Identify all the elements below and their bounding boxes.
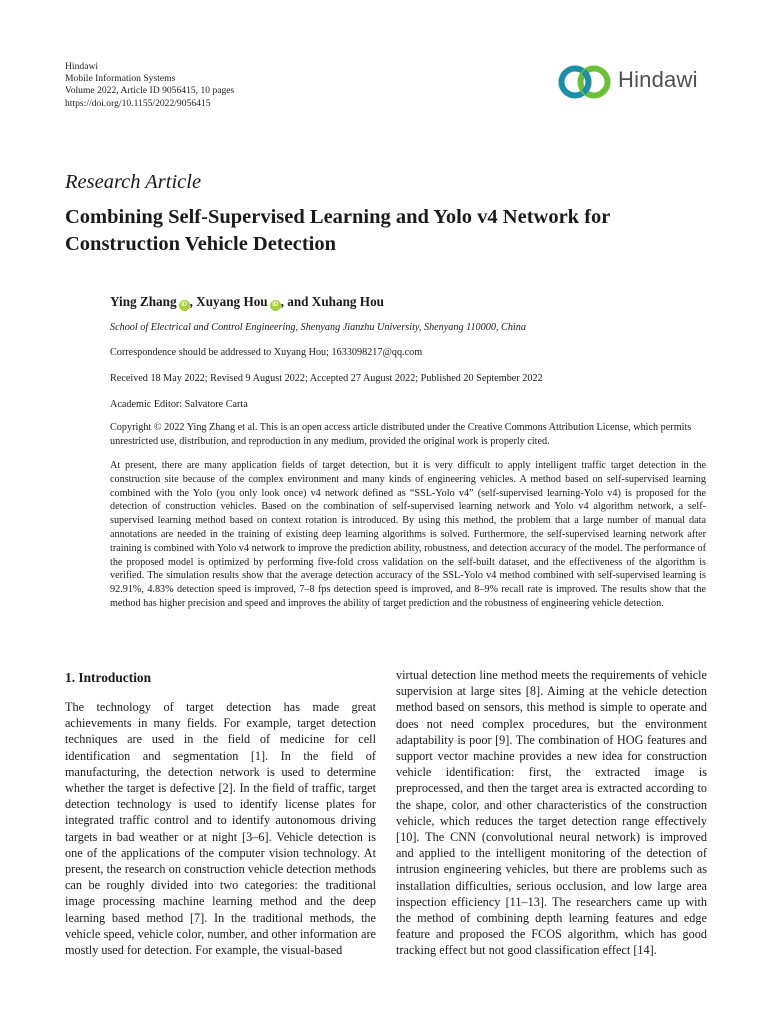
volume-info: Volume 2022, Article ID 9056415, 10 pages [65,85,235,97]
author-separator: , and [280,294,312,309]
publication-dates: Received 18 May 2022; Revised 9 August 2022; Accepted 27 August 2022; Published 20 September 2022 [110,373,543,384]
author-name[interactable]: Xuyang Hou [196,294,268,309]
orcid-icon[interactable]: iD [179,300,190,311]
hindawi-rings-icon [556,62,616,102]
journal-name: Mobile Information Systems [65,73,176,85]
author-name[interactable]: Ying Zhang [110,294,177,309]
copyright-notice: Copyright © 2022 Ying Zhang et al. This is an open access article distributed under the Creative Commons Attribution License, which permits unrestricted use, distribution, and reproduction in any medium, provided the original work is properly cited. [110,422,692,447]
orcid-icon[interactable]: iD [270,300,281,311]
publisher-name: Hindawi [65,61,99,72]
journal-meta [65,61,234,110]
correspondence: Correspondence should be addressed to Xuyang Hou; 1633098217@qq.com [110,347,423,358]
body-text-right-column: virtual detection line method meets the requirements of vehicle supervision at large sites [8]. Aiming at the vehicle detection method based on sensors, this method is simple to operate and does not need complex procedures, but the environment adaptability is poor [9]. The combination of HOG features and support vector machine provides a new idea for construction vehicle identification: first, the extracted image is preprocessed, and then the target area is extracted according to the shape, color, and other characteristics of the construction vehicle, which reduces the target detection range effectively [10]. The CNN (convolutional neural network) is improved and applied to the intelligent monitoring of the detection of intrusion engineering vehicles, but there are problems such as installation difficulties, serious occlusion, and low large area inspection efficiency [11–13]. The researchers came up with the method of combining depth learning features and edge feature and proposed the FCOS algorithm, which has good tracking effect but not good classification effect [14]. [396,668,707,958]
author-list [110,294,384,311]
abstract: At present, there are many application fields of target detection, but it is very difficult to apply intelligent traffic target detection in the construction site because of the complex environment and many kinds of engineering vehicles. A method based on self-supervised learning combined with the Yolo (you only look once) v4 network defined as “SSL-Yolo v4” (self-supervised learning-Yolo v4) is proposed for the detection of construction vehicles. Based on the combination of self-supervised learning network and Yolo v4 algorithm network, a self-supervised learning method based on context rotation is introduced. By using this method, the problem that a large number of manual data annotations are needed in the training of existing deep learning algorithms is solved. Furthermore, the self-supervised learning network after training is combined with Yolo v4 network to improve the prediction ability, robustness, and detection accuracy of the model. The performance of the proposed model is optimized by performing five-fold cross validation on the self-built dataset, and the effectiveness of the algorithm is verified. The simulation results show that the average detection accuracy of the SSL-Yolo v4 method combined with self-supervised learning is 92.91%, 4.83% detection speed is improved, 7–8 fps detection speed is improved, and 8–9% recall rate is improved. The results show that the method has higher precision and speed and improves the ability of target prediction and the robustness of engineering vehicle detection. [110,460,706,609]
logo-wordmark: Hindawi [618,67,698,92]
author-separator: , [189,294,197,309]
section-heading: 1. Introduction [65,670,152,685]
article-type: Research Article [65,171,202,193]
doi-link[interactable]: https://doi.org/10.1155/2022/9056415 [65,97,211,109]
article-title: Combining Self-Supervised Learning and Yolo v4 Network for Construction Vehicle Detection [65,206,611,255]
academic-editor: Academic Editor: Salvatore Carta [110,399,248,410]
author-name[interactable]: Xuhang Hou [311,294,384,309]
hindawi-logo [556,62,716,102]
affiliation: School of Electrical and Control Engineering, Shenyang Jianzhu University, Shenyang 110000, China [110,322,526,333]
body-text-left-column: The technology of target detection has made great achievements in many fields. For example, target detection techniques are used in the field of medicine for cell identification and segmentation [1]. In the field of manufacturing, the detection network is used to determine whether the target is defective [2]. In the field of traffic, target detection technology is used to identify license plates for integrated traffic control and to identify autonomous driving targets in bad weather or at night [3–6]. Vehicle detection is one of the applications of the computer vision technology. At present, the research on construction vehicle detection methods can be roughly divided into two categories: the traditional image processing machine learning method and the deep learning based method [7]. In the traditional methods, the vehicle speed, vehicle color, number, and other information are mostly used for detection. For example, the visual-based [65,700,376,958]
